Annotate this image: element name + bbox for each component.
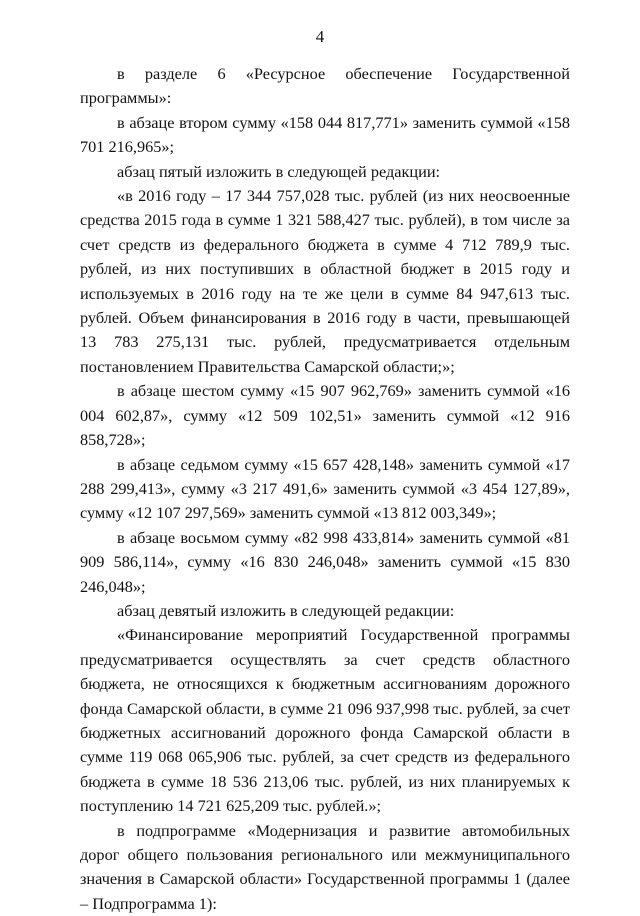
paragraph-subprogram-1: в подпрограмме «Модернизация и развитие автомобильных дорог общего пользования регионального или межмуниципального значения в Самарской области» Государственной программы 1 (далее – Подпрограмма 1): — [80, 820, 570, 913]
paragraph-section-6-heading: в разделе 6 «Ресурсное обеспечение Государственной программы»: — [80, 64, 570, 108]
paragraph-fifth-text: «в 2016 году – 17 344 757,028 тыс. рублей (из них неосвоенные средства 2015 года в сумме 1 321 588,427 тыс. рублей), в том числе за счет средств из федерального бюджета в сумме 4 712 789,9 тыс. рублей, из них поступивших в областной бюджет в 2015 году и используемых в 2016 году на те же цели в сумме 84 947,613 тыс. рублей. Объем финансирования в 2016 году в части, превышающей 13 783 275,131 тыс. рублей, предусматривается отдельным постановлением Правительства Самарской области;»; — [80, 186, 570, 376]
paragraph-ninth-text: «Финансирование мероприятий Государственной программы предусматривается осуществлять за счет средств областного бюджета, не относящихся к бюджетным ассигнованиям дорожного фонда Самарской области, в сумме 21 096 937,998 тыс. рублей, за счет бюджетных ассигнований дорожного фонда Самарской области в сумме 119 068 065,906 тыс. рублей, за счет средств из федерального бюджета в сумме 18 536 213,06 тыс. рублей, из них планируемых к поступлению 14 721 625,209 тыс. рублей.»; — [80, 625, 570, 816]
paragraph-fifth-intro: абзац пятый изложить в следующей редакции: — [117, 161, 441, 181]
paragraph-ninth-intro: абзац девятый изложить в следующей редакции: — [117, 600, 455, 620]
paragraph-sixth-amount: в абзаце шестом сумму «15 907 962,769» заменить суммой «16 004 602,87», сумму «12 509 102,51» заменить суммой «12 916 858,728»; — [80, 381, 570, 450]
page-number: 4 — [315, 27, 325, 46]
document-body — [80, 62, 570, 916]
paragraph-eighth-amount: в абзаце восьмом сумму «82 998 433,814» заменить суммой «81 909 586,114», сумму «16 830 246,048» заменить суммой «15 830 246,048»; — [80, 527, 570, 596]
paragraph-second-amount: в абзаце втором сумму «158 044 817,771» заменить суммой «158 701 216,965»; — [80, 112, 570, 157]
paragraph-seventh-amount: в абзаце седьмом сумму «15 657 428,148» заменить суммой «17 288 299,413», сумму «3 217 491,6» заменить суммой «3 454 127,89», сумму «12 107 297,569» заменить суммой «13 812 003,349»; — [80, 454, 570, 523]
